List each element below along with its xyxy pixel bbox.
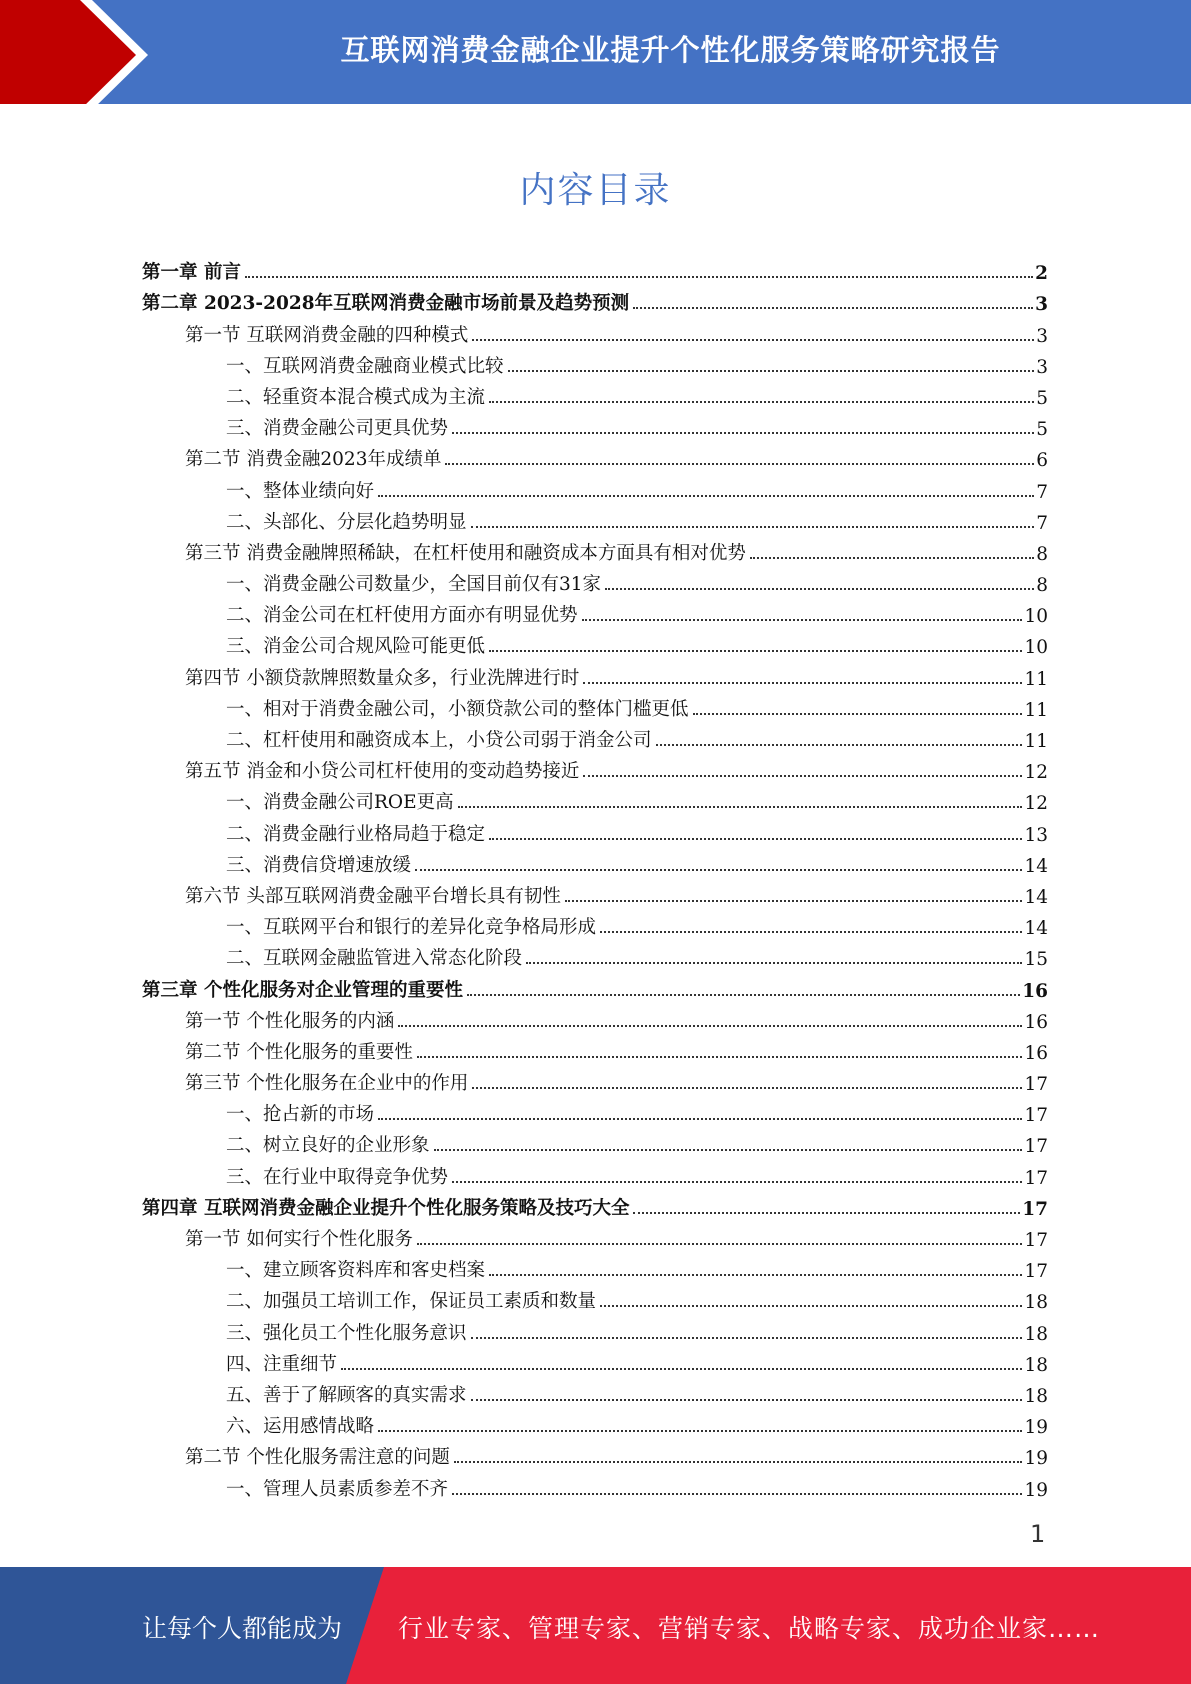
toc-entry-title: 三、强化员工个性化服务意识 (226, 1322, 467, 1344)
toc-dot-leader (582, 619, 1023, 621)
toc-entry[interactable] (142, 534, 1048, 565)
toc-dot-leader (489, 650, 1022, 652)
toc-dot-leader (583, 682, 1022, 684)
toc-dot-leader (417, 1243, 1023, 1245)
toc-entry-title: 一、消费金融公司数量少，全国目前仅有31家 (226, 574, 602, 596)
toc-dot-leader (341, 1368, 1022, 1370)
toc-entry-page: 5 (1036, 419, 1048, 441)
toc-entry-page: 3 (1035, 294, 1048, 316)
toc-entry-title: 三、消费信贷增速放缓 (226, 854, 412, 876)
toc-entry[interactable] (142, 1438, 1048, 1469)
toc-entry-page: 5 (1036, 387, 1048, 409)
toc-dot-leader (415, 869, 1022, 871)
toc-entry-title: 一、整体业绩向好 (226, 480, 375, 502)
toc-entry[interactable] (142, 1220, 1048, 1251)
toc-dot-leader (600, 931, 1022, 933)
toc-entry[interactable] (142, 690, 1048, 721)
toc-entry-page: 15 (1024, 949, 1048, 971)
toc-entry[interactable] (142, 627, 1048, 658)
toc-dot-leader (458, 806, 1023, 808)
toc-entry-page: 18 (1024, 1292, 1048, 1314)
footer-slogan-left: 让每个人都能成为 (142, 1614, 343, 1643)
toc-entry[interactable] (142, 409, 1048, 440)
toc-entry-page: 16 (1022, 980, 1048, 1002)
page-footer (0, 1567, 1191, 1684)
toc-entry[interactable] (142, 1157, 1048, 1188)
toc-entry-title: 二、杠杆使用和融资成本上，小贷公司弱于消金公司 (226, 730, 652, 751)
toc-entry-page: 3 (1036, 325, 1048, 347)
toc-entry-title: 第二节 个性化服务需注意的问题 (185, 1447, 450, 1469)
toc-dot-leader (452, 432, 1034, 434)
toc-entry-title: 第三节 个性化服务在企业中的作用 (185, 1073, 469, 1095)
toc-entry-title: 六、运用感情战略 (226, 1416, 375, 1438)
toc-entry-title: 第五节 消金和小贷公司杠杆使用的变动趋势接近 (185, 761, 580, 783)
toc-entry[interactable] (142, 253, 1048, 284)
toc-entry-page: 17 (1024, 1105, 1048, 1127)
toc-entry-page: 10 (1024, 606, 1048, 628)
toc-entry-page: 8 (1036, 543, 1048, 565)
toc-entry-title: 第四节 小额贷款牌照数量众多，行业洗牌进行时 (185, 667, 580, 689)
toc-dot-leader (245, 276, 1033, 278)
toc-dot-leader (526, 962, 1022, 964)
toc-dot-leader (454, 1461, 1023, 1463)
toc-dot-leader (378, 495, 1034, 497)
toc-entry-title: 一、管理人员素质参差不齐 (226, 1478, 449, 1500)
toc-entry-page: 18 (1024, 1385, 1048, 1407)
toc-entry-title: 二、消金公司在杠杆使用方面亦有明显优势 (226, 605, 578, 627)
toc-entry-page: 11 (1024, 731, 1048, 752)
toc-entry-title: 二、加强员工培训工作，保证员工素质和数量 (226, 1291, 597, 1313)
toc-entry-title: 第六节 头部互联网消费金融平台增长具有韧性 (185, 885, 561, 907)
toc-entry-page: 19 (1024, 1417, 1048, 1439)
toc-entry-title: 第一节 个性化服务的内涵 (185, 1010, 395, 1032)
toc-entry-title: 二、头部化、分层化趋势明显 (226, 511, 467, 533)
toc-entry-title: 第二章 2023-2028年互联网消费金融市场前景及趋势预测 (142, 293, 630, 315)
toc-entry-page: 3 (1036, 356, 1048, 378)
toc-entry-title: 第三章 个性化服务对企业管理的重要性 (142, 979, 463, 1001)
toc-entry[interactable] (142, 846, 1048, 877)
toc-entry-page: 16 (1024, 1042, 1048, 1064)
toc-entry-page: 14 (1024, 918, 1048, 940)
toc-entry[interactable] (142, 877, 1048, 908)
toc-entry[interactable] (142, 1469, 1048, 1500)
toc-entry[interactable] (142, 565, 1048, 596)
toc-entry[interactable] (142, 939, 1048, 970)
toc-dot-leader (471, 1337, 1023, 1339)
toc-entry-page: 17 (1022, 1198, 1048, 1220)
toc-entry[interactable] (142, 752, 1048, 783)
toc-entry[interactable] (142, 1095, 1048, 1126)
toc-entry[interactable] (142, 1126, 1048, 1157)
toc-entry[interactable] (142, 1282, 1048, 1313)
toc-entry[interactable] (142, 1033, 1048, 1064)
toc-entry-page: 17 (1024, 1230, 1048, 1251)
toc-entry-page: 13 (1024, 824, 1048, 846)
toc-entry-title: 二、互联网金融监管进入常态化阶段 (226, 948, 523, 970)
toc-dot-leader (378, 1118, 1022, 1120)
toc-dot-leader (605, 588, 1034, 590)
toc-entry-title: 第二节 个性化服务的重要性 (185, 1041, 413, 1063)
toc-entry-page: 10 (1024, 637, 1048, 659)
toc-entry-page: 2 (1035, 263, 1048, 285)
toc-entry-title: 三、消金公司合规风险可能更低 (226, 636, 486, 658)
toc-dot-leader (750, 557, 1034, 559)
toc-entry[interactable] (142, 1002, 1048, 1033)
toc-entry[interactable] (142, 1251, 1048, 1282)
toc-entry[interactable] (142, 347, 1048, 378)
toc-heading: 内容目录 (519, 170, 672, 211)
toc-entry[interactable] (142, 1189, 1048, 1220)
toc-entry-title: 第三节 消费金融牌照稀缺，在杠杆使用和融资成本方面具有相对优势 (185, 542, 746, 564)
toc-entry-page: 7 (1036, 512, 1048, 534)
toc-entry-title: 一、互联网平台和银行的差异化竞争格局形成 (226, 917, 597, 939)
toc-dot-leader (445, 463, 1034, 465)
toc-dot-leader (467, 994, 1020, 996)
toc-entry-title: 一、相对于消费金融公司，小额贷款公司的整体门槛更低 (226, 698, 689, 720)
toc-entry[interactable] (142, 378, 1048, 409)
toc-entry[interactable] (142, 721, 1048, 752)
toc-entry-page: 14 (1024, 855, 1048, 877)
toc-dot-leader (452, 1181, 1022, 1183)
toc-entry[interactable] (142, 284, 1048, 315)
toc-dot-leader (471, 1399, 1023, 1401)
table-of-contents (142, 253, 1048, 1501)
toc-entry-title: 三、在行业中取得竞争优势 (226, 1166, 449, 1188)
toc-entry[interactable] (142, 1345, 1048, 1376)
page-header (0, 0, 1191, 110)
toc-entry-title: 一、互联网消费金融商业模式比较 (226, 355, 504, 377)
toc-dot-leader (417, 1056, 1023, 1058)
toc-entry[interactable] (142, 814, 1048, 845)
toc-entry-page: 18 (1024, 1323, 1048, 1345)
toc-entry[interactable] (142, 908, 1048, 939)
toc-entry-title: 一、抢占新的市场 (226, 1104, 375, 1126)
toc-dot-leader (472, 339, 1034, 341)
toc-entry[interactable] (142, 440, 1048, 471)
toc-dot-leader (471, 526, 1035, 528)
toc-entry-page: 11 (1024, 668, 1048, 690)
toc-entry-title: 第一节 互联网消费金融的四种模式 (185, 324, 469, 346)
toc-dot-leader (600, 1305, 1022, 1307)
toc-entry-title: 二、消费金融行业格局趋于稳定 (226, 823, 486, 845)
toc-entry[interactable] (142, 1313, 1048, 1344)
toc-dot-leader (489, 838, 1022, 840)
toc-entry[interactable] (142, 783, 1048, 814)
toc-entry-title: 三、消费金融公司更具优势 (226, 418, 449, 440)
toc-dot-leader (489, 1274, 1022, 1276)
toc-entry-title: 一、消费金融公司ROE更高 (226, 792, 454, 814)
toc-entry-title: 第一章 前言 (142, 262, 241, 284)
toc-entry-page: 17 (1024, 1074, 1048, 1096)
toc-entry[interactable] (142, 1407, 1048, 1438)
toc-entry-page: 17 (1024, 1261, 1048, 1283)
toc-dot-leader (565, 900, 1023, 902)
toc-dot-leader (489, 401, 1034, 403)
toc-entry-title: 五、善于了解顾客的真实需求 (226, 1384, 467, 1406)
toc-entry-title: 第四章 互联网消费金融企业提升个性化服务策略及技巧大全 (142, 1197, 630, 1219)
toc-entry-page: 19 (1024, 1448, 1048, 1470)
toc-dot-leader (452, 1493, 1022, 1495)
toc-entry[interactable] (142, 503, 1048, 534)
toc-entry-page: 11 (1024, 699, 1048, 721)
toc-entry-page: 6 (1036, 450, 1048, 472)
toc-entry[interactable] (142, 970, 1048, 1001)
toc-dot-leader (472, 1087, 1022, 1089)
page-number: 1 (1030, 1520, 1046, 1548)
toc-entry[interactable] (142, 471, 1048, 502)
toc-dot-leader (656, 744, 1023, 746)
toc-dot-leader (633, 1212, 1020, 1214)
toc-dot-leader (693, 713, 1023, 715)
toc-dot-leader (434, 1149, 1023, 1151)
toc-entry-page: 19 (1024, 1479, 1048, 1501)
toc-dot-leader (378, 1430, 1022, 1432)
toc-entry-title: 二、轻重资本混合模式成为主流 (226, 386, 486, 408)
toc-entry-page: 18 (1024, 1354, 1048, 1376)
toc-dot-leader (583, 775, 1022, 777)
toc-entry-page: 12 (1024, 793, 1048, 815)
toc-entry[interactable] (142, 658, 1048, 689)
toc-dot-leader (633, 307, 1033, 309)
toc-entry-page: 12 (1024, 762, 1048, 784)
toc-entry-title: 第二节 消费金融2023年成绩单 (185, 449, 442, 471)
toc-entry-title: 四、注重细节 (226, 1353, 338, 1375)
toc-entry-page: 8 (1036, 575, 1048, 597)
toc-entry[interactable] (142, 1376, 1048, 1407)
toc-entry-title: 第一节 如何实行个性化服务 (185, 1229, 413, 1250)
toc-entry-page: 14 (1024, 886, 1048, 908)
footer-slogan-right: 行业专家、管理专家、营销专家、战略专家、成功企业家…… (398, 1614, 1101, 1643)
toc-entry[interactable] (142, 1064, 1048, 1095)
toc-entry-title: 一、建立顾客资料库和客史档案 (226, 1260, 486, 1282)
toc-entry[interactable] (142, 315, 1048, 346)
report-title: 互联网消费金融企业提升个性化服务策略研究报告 (340, 33, 1001, 67)
toc-entry-page: 17 (1024, 1136, 1048, 1158)
toc-entry-page: 7 (1036, 481, 1048, 503)
toc-dot-leader (398, 1025, 1022, 1027)
toc-entry-title: 二、树立良好的企业形象 (226, 1135, 430, 1157)
toc-entry-page: 16 (1024, 1011, 1048, 1033)
toc-dot-leader (508, 370, 1035, 372)
toc-entry-page: 17 (1024, 1167, 1048, 1189)
toc-entry[interactable] (142, 596, 1048, 627)
